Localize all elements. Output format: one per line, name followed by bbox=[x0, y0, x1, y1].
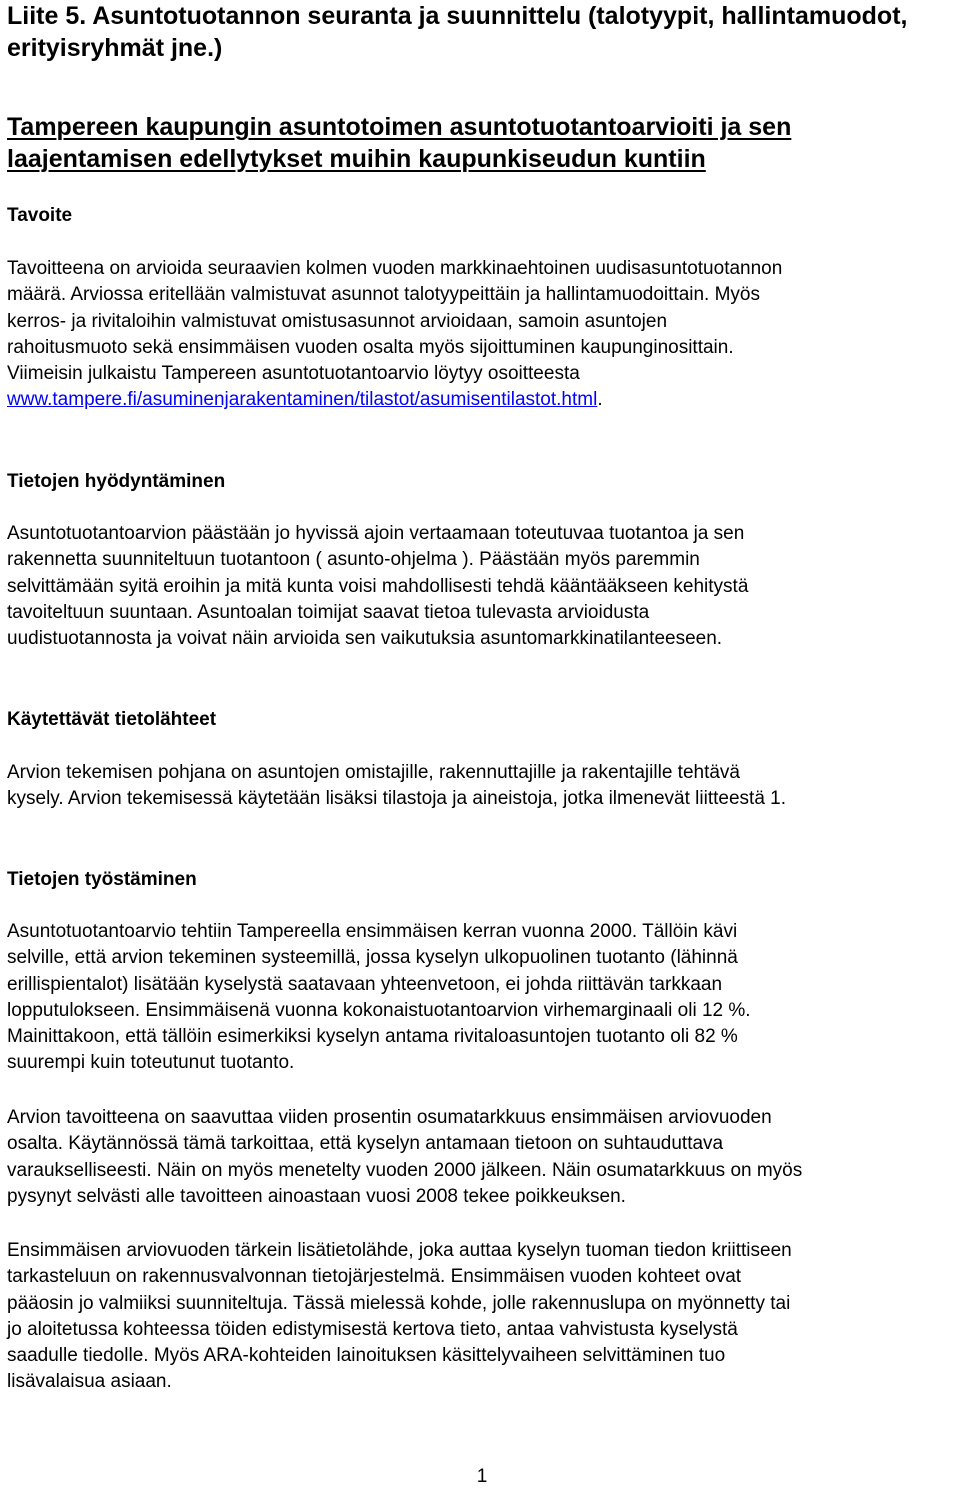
link-suffix: . bbox=[597, 389, 603, 411]
document-title: Tampereen kaupungin asuntotoimen asuntotuotantoarvioiti ja sen laajentamisen edellytykset muihin kaupunkiseudun kuntiin bbox=[7, 113, 792, 173]
paragraph-tavoite bbox=[7, 256, 959, 414]
paragraph-tyostaminen-2: Arvion tavoitteena on saavuttaa viiden prosentin osumatarkkuus ensimmäisen arviovuoden osalta. Käytännössä tämä tarkoittaa, että kyselyn antamaan tietoon on suhtauduttava varaukselliseesti. Näin on myös menetelty vuoden 2000 jälkeen. Näin osumatarkkuus on myös pysynyt selvästi alle tavoitteen ainoastaan vuosi 2008 tekee poikkeuksen. bbox=[7, 1107, 803, 1207]
section-heading-tyostaminen: Tietojen työstäminen bbox=[7, 869, 197, 890]
paragraph-tietolahteet: Arvion tekemisen pohjana on asuntojen omistajille, rakennuttajille ja rakentajille tehtävä kysely. Arvion tekemisessä käytetään lisäksi tilastoja ja aineistoja, jotka ilmenevät liitteestä 1. bbox=[7, 762, 787, 810]
section-heading-tavoite: Tavoite bbox=[7, 205, 73, 226]
page-number: 1 bbox=[476, 1466, 488, 1487]
section-heading-tietolahteet: Käytettävät tietolähteet bbox=[7, 709, 217, 730]
paragraph-hyodyntaminen: Asuntotuotantoarvion päästään jo hyvissä ajoin vertaamaan toteutuvaa tuotantoa ja sen rakennetta suunniteltuun tuotantoon ( asunto-ohjelma ). Päästään myös paremmin selvittämään syitä eroihin ja mitä kunta voisi mahdollisesti tehdä kääntääkseen kehitystä tavoiteltuun suuntaan. Asuntoalan toimijat saavat tietoa tulevasta arvioidusta uudistuotannosta ja voivat näin arvioida sen vaikutuksia asuntomarkkinatilanteeseen. bbox=[7, 523, 749, 650]
appendix-title: Liite 5. Asuntotuotannon seuranta ja suunnittelu (talotyypit, hallintamuodot, erityisryhmät jne.) bbox=[7, 2, 908, 62]
paragraph-tavoite-text: Tavoitteena on arvioida seuraavien kolmen vuoden markkinaehtoinen uudisasuntotuotannon määrä. Arviossa eritellään valmistuvat asunnot talotyypeittäin ja hallintamuodoittain. Myös kerros- ja rivitaloihin valmistuvat omistusasunnot arvioidaan, samoin asuntojen rahoitusmuoto sekä ensimmäisen vuoden osalta myös sijoittuminen kaupunginosittain. Viimeisin julkaistu Tampereen asuntotuotantoarvio löytyy osoitteesta bbox=[7, 258, 783, 385]
paragraph-tyostaminen-1: Asuntotuotantoarvio tehtiin Tampereella ensimmäisen kerran vuonna 2000. Tällöin kävi selville, että arvion tekeminen systeemillä, jossa kyselyn ulkopuolinen tuotanto (lähinnä erillispientalot) lisätään kyselystä saatavaan yhteenvetoon, ei johda riittävän tarkkaan lopputulokseen. Ensimmäisenä vuonna kokonaistuotantoarvion virhemarginaali oli 12 %. Mainittakoon, että tällöin esimerkiksi kyselyn antama rivitaloasuntojen tuotanto oli 82 % suurempi kuin toteutunut tuotanto. bbox=[7, 921, 751, 1074]
asumisentilastot-link[interactable]: www.tampere.fi/asuminenjarakentaminen/tilastot/asumisentilastot.html bbox=[7, 389, 598, 411]
section-heading-hyodyntaminen: Tietojen hyödyntäminen bbox=[7, 471, 226, 492]
paragraph-tyostaminen-3: Ensimmäisen arviovuoden tärkein lisätietolähde, joka auttaa kyselyn tuoman tiedon kriittiseen tarkasteluun on rakennusvalvonnan tietojärjestelmä. Ensimmäisen vuoden kohteet ovat pääosin jo valmiiksi suunniteltuja. Tässä mielessä kohde, jolle rakennuslupa on myönnetty tai jo aloitetussa kohteessa töiden edistymisestä kertova tieto, antaa vahvistusta kyselystä saadulle tiedolle. Myös ARA-kohteiden lainoituksen käsittelyvaiheen selvittäminen tuo lisävalaisua asiaan. bbox=[7, 1240, 792, 1393]
